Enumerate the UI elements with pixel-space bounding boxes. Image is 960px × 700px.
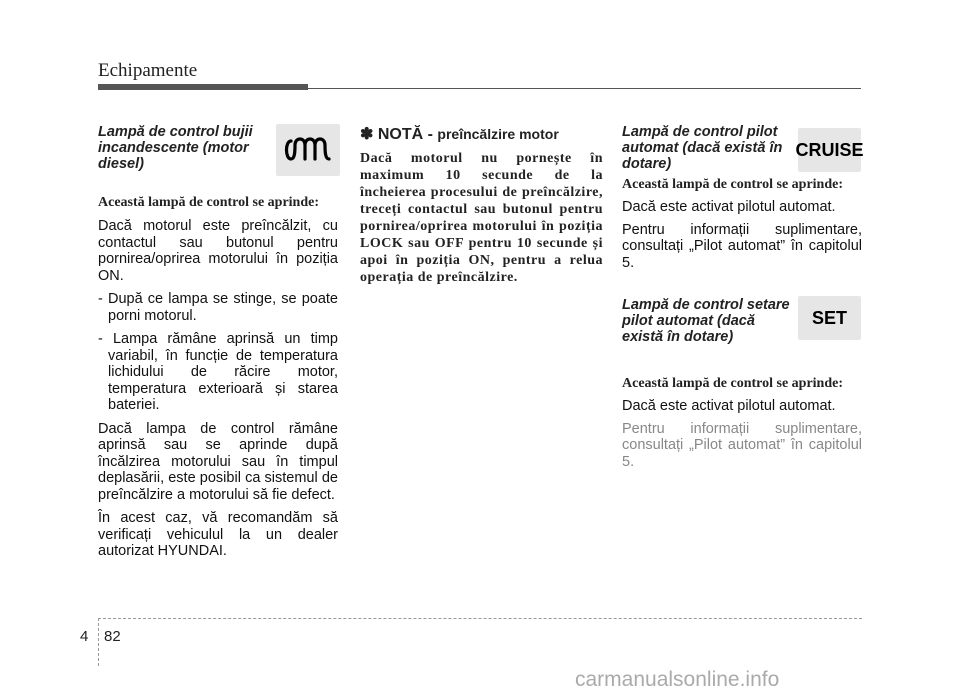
paragraph: Dacă lampa de control rămâne aprinsă sau se aprinde după încălzirea motorului sau în timpul deplasării, este posibil ca sistemul de preîncălzire a motorului să fie defect. (98, 420, 338, 503)
footer-rule (98, 618, 862, 619)
set-icon-label: SET (811, 307, 847, 328)
page-number: 82 (104, 628, 121, 645)
watermark: carmanualsonline.info (575, 668, 780, 691)
footer-vertical-rule (98, 618, 99, 666)
note-title (360, 124, 603, 144)
section-title-cruise: Lampă de control pilot automat (dacă există în dotare) (622, 124, 783, 172)
note-subtitle: preîncălzire motor (437, 126, 559, 142)
cruise-set-indicator-icon (798, 296, 861, 340)
note-body: Dacă motorul nu pornește în maximum 10 secunde de la încheierea procesului de preîncălzire, treceți contactul sau butonul pentru pornirea/oprirea motorului în poziția LOCK sau OFF pentru 10 secunde și apoi în poziția ON, pentru a relua operația de preîncălzire. (360, 151, 603, 285)
section-title-glow-plug: Lampă de control bujii incandescente (motor diesel) (98, 124, 253, 172)
paragraph: Dacă este activat pilotul automat. (622, 398, 836, 414)
paragraph: Pentru informații suplimentare, consultați „Pilot automat” în capitolul 5. (622, 221, 862, 271)
paragraph: Pentru informații suplimentare, consultați „Pilot automat” în capitolul 5. (622, 420, 862, 470)
header-rule (98, 88, 861, 89)
paragraph: În acest caz, vă recomandăm să verificați vehiculul la un dealer autorizat HYUNDAI. (98, 510, 338, 559)
page-header-title: Echipamente (98, 60, 198, 81)
section-lead: Această lampă de control se aprinde: (622, 177, 843, 192)
section-lead: Această lampă de control se aprinde: (622, 376, 843, 391)
note-prefix: ✽ NOTĂ - (360, 126, 433, 143)
column-note (360, 124, 603, 286)
paragraph: Dacă este activat pilotul automat. (622, 199, 836, 215)
header-accent-bar (98, 84, 308, 90)
bullet-item: - După ce lampa se stinge, se poate porni motorul. (98, 291, 338, 324)
paragraph: Dacă motorul este preîncălzit, cu contactul sau butonul pentru pornirea/oprirea motorului în poziția ON. (98, 218, 338, 284)
chapter-number: 4 (80, 628, 89, 645)
bullet-item: - Lampa rămâne aprinsă un timp variabil, în funcție de temperatura lichidului de răcire motor, temperatura exterioară și starea bateriei. (98, 331, 338, 413)
column-glow-plug (98, 124, 338, 560)
cruise-indicator-icon (795, 128, 864, 172)
cruise-icon-label: CRUISE (795, 139, 864, 160)
section-title-cruise-set: Lampă de control setare pilot automat (dacă există în dotare) (622, 297, 790, 345)
glow-plug-icon (276, 124, 340, 176)
section-lead: Această lampă de control se aprinde: (98, 195, 319, 210)
